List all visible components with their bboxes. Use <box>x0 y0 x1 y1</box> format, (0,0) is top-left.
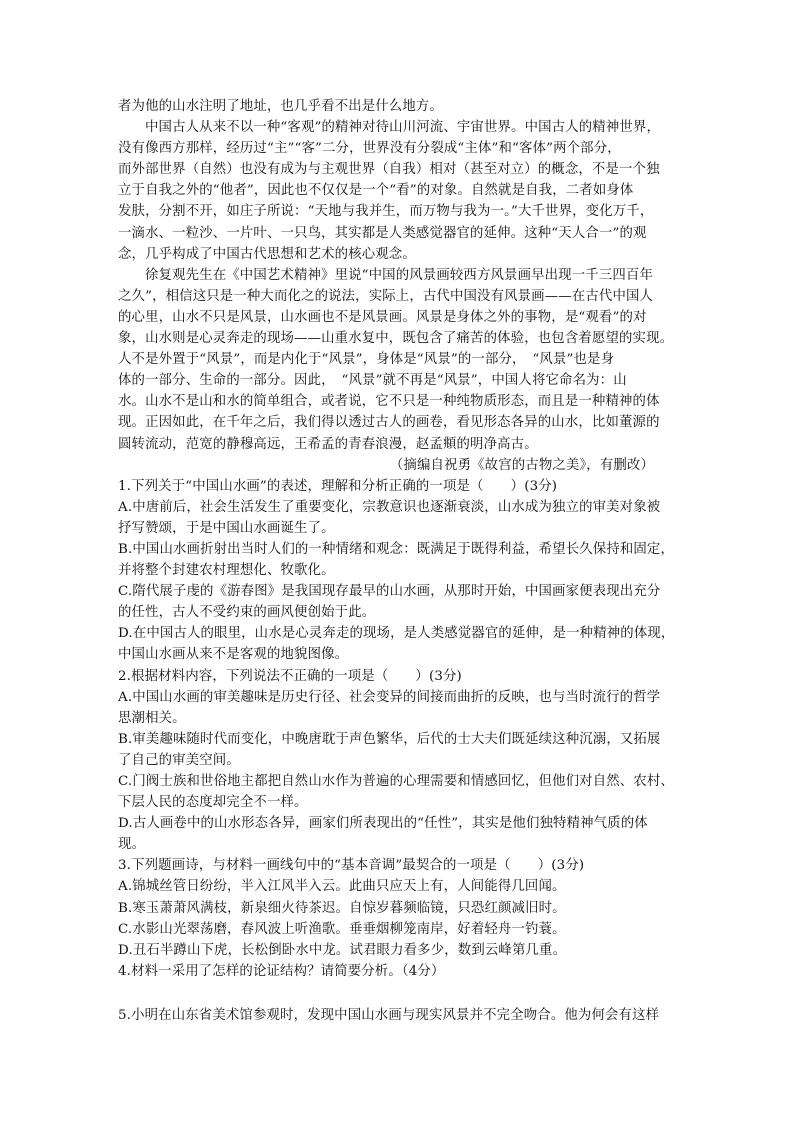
paragraph-2-line: 体的一部分、生命的一部分。因此， “风景”就不再是“风景”，中国人将它命名为：山 <box>118 373 627 389</box>
paragraph-2-line: 徐复观先生在《中国艺术精神》里说“中国的风景画较西方风景画早出现一千三四百年 <box>145 267 653 283</box>
question-1-line: 并将整个封建农村理想化、牧歌化。 <box>118 563 335 579</box>
paragraph-1-line: 一滴水、一粒沙、一片叶、一只鸟，其实都是人类感觉器官的延伸。这种“天人合一”的观 <box>118 225 647 241</box>
paragraph-1-line: 发肤，分割不开，如庄子所说：“天地与我并生，而万物与我为一。”大千世界，变化万千， <box>118 204 654 220</box>
question-2-line: 下层人民的态度却完全不一样。 <box>118 795 308 811</box>
blank-gap <box>118 982 684 1005</box>
passage-opening <box>118 96 684 117</box>
question-3-line: C.水影山光翠荡磨，春风波上听渔歌。垂垂烟柳笼南岸，好着轻舟一钓蓑。 <box>118 921 566 937</box>
question-4: 4.材料一采用了怎样的论证结构？请简要分析。（4分） <box>118 963 445 979</box>
paragraph-1-line: 中国古人从来不以一种“客观”的精神对待山川河流、宇宙世界。中国古人的精神世界， <box>145 120 660 136</box>
question-3-line: A.锦城丝管日纷纷，半入江风半入云。此曲只应天上有，人间能得几回闻。 <box>118 879 566 895</box>
question-1-line: D.在中国古人的眼里，山水是心灵奔走的现场，是人类感觉器官的延伸，是一种精神的体现， <box>118 626 675 642</box>
question-3 <box>118 855 684 960</box>
paragraph-2-line: 水。山水不是山和水的简单组合，或者说，它不只是一种纯物质形态，而且是一种精神的体 <box>118 394 660 410</box>
question-2-line: A.中国山水画的审美趣味是历史行径、社会变异的间接而曲折的反映，也与当时流行的哲学 <box>118 689 661 705</box>
paragraph-2-line: 象，山水则是心灵奔走的现场——山重水复中，既包含了痛苦的体验，也包含着愿望的实现。 <box>118 331 674 347</box>
question-5: 5.小明在山东省美术馆参观时，发现中国山水画与现实风景并不完全吻合。他为何会有这样 <box>118 1007 660 1023</box>
question-1-line: 中国山水画从来不是客观的地貌图像。 <box>118 647 349 663</box>
question-2-line: D.古人画卷中的山水形态各异，画家们所表现出的“任性”，其实是他们独特精神气质的体 <box>118 816 648 832</box>
paragraph-2-line: 人不是外置于“风景”，而是内化于“风景”，身体是“风景”的一部分， “风景”也是身 <box>118 352 615 368</box>
question-2-line: C.门阀士族和世俗地主都把自然山水作为普遍的心理需要和情感回忆，但他们对自然、农村、 <box>118 774 674 789</box>
paragraph-2-line: 现。正因如此，在千年之后，我们得以透过古人的画卷，看见形态各异的山水，比如董源的 <box>118 415 660 431</box>
question-2-line: 现。 <box>118 837 146 853</box>
question-2-line: B.审美趣味随时代而变化，中晚唐耽于声色繁华，后代的士大夫们既延续这种沉溺，又拓展 <box>118 731 661 747</box>
question-3-line: B.寒玉萧萧风满枝，新泉细火待茶迟。自惊岁暮频临镜，只恐红颜减旧时。 <box>118 900 566 916</box>
document-page <box>118 96 684 1026</box>
question-1 <box>118 476 684 666</box>
passage-opening-line: 者为他的山水注明了地址，也几乎看不出是什么地方。 <box>118 99 443 114</box>
question-2-line: 了自己的审美空间。 <box>118 752 240 768</box>
paragraph-1-line: 没有像西方那样，经历过“主”“客”二分，世界没有分裂成“主体”和“客体”两个部分， <box>118 141 621 157</box>
passage-paragraph-2 <box>118 265 684 455</box>
question-1-line: A.中唐前后，社会生活发生了重要变化，宗教意识也逐渐衰淡，山水成为独立的审美对象被 <box>118 499 661 515</box>
question-1-line: B.中国山水画折射出当时人们的一种情绪和观念：既满足于既得利益，希望长久保持和固定， <box>118 541 675 557</box>
question-2 <box>118 666 684 856</box>
paragraph-2-line: 之久”，相信这只是一种大而化之的说法，实际上，古代中国没有风景画——在古代中国人 <box>118 288 654 304</box>
question-3-line: D.丑石半蹲山下虎，长松倒卧水中龙。试君眼力看多少，数到云峰第几重。 <box>118 942 567 958</box>
passage-source: （摘编自祝勇《故宫的古物之美》，有删改） <box>389 457 654 473</box>
question-2-line: 思潮相关。 <box>118 710 186 726</box>
question-2-line: 2.根据材料内容，下列说法不正确的一项是（ ）(3分) <box>118 668 462 684</box>
question-1-line: 抒写赞颂，于是中国山水画诞生了。 <box>118 520 335 536</box>
passage-paragraph-1 <box>118 117 684 265</box>
paragraph-1-line: 念，几乎构成了中国古代思想和艺术的核心观念。 <box>118 246 416 262</box>
question-1-line: 的任性，古人不受约束的画风便创始于此。 <box>118 605 376 621</box>
question-3-line: 3.下列题画诗，与材料一画线句中的“基本音调”最契合的一项是（ ）(3分) <box>118 858 585 874</box>
paragraph-2-line: 的心里，山水不只是风景，山水画也不是风景画。风景是身体之外的事物，是“观看”的对 <box>118 309 647 325</box>
question-1-line: C.隋代展子虔的《游春图》是我国现存最早的山水画，从那时开始，中国画家便表现出充分 <box>118 584 661 600</box>
paragraph-1-line: 立于自我之外的“他者”，因此也不仅仅是一个“看”的对象。自然就是自我，二者如身体 <box>118 183 634 199</box>
question-1-line: 1.下列关于“中国山水画”的表述，理解和分析正确的一项是（ ）(3分) <box>118 478 558 494</box>
paragraph-2-line: 圆转流动，范宽的静穆高远，王希孟的青春浪漫，赵孟頫的明净高古。 <box>118 436 538 452</box>
paragraph-1-line: 而外部世界（自然）也没有成为与主观世界（自我）相对（甚至对立）的概念，不是一个独 <box>118 162 660 178</box>
